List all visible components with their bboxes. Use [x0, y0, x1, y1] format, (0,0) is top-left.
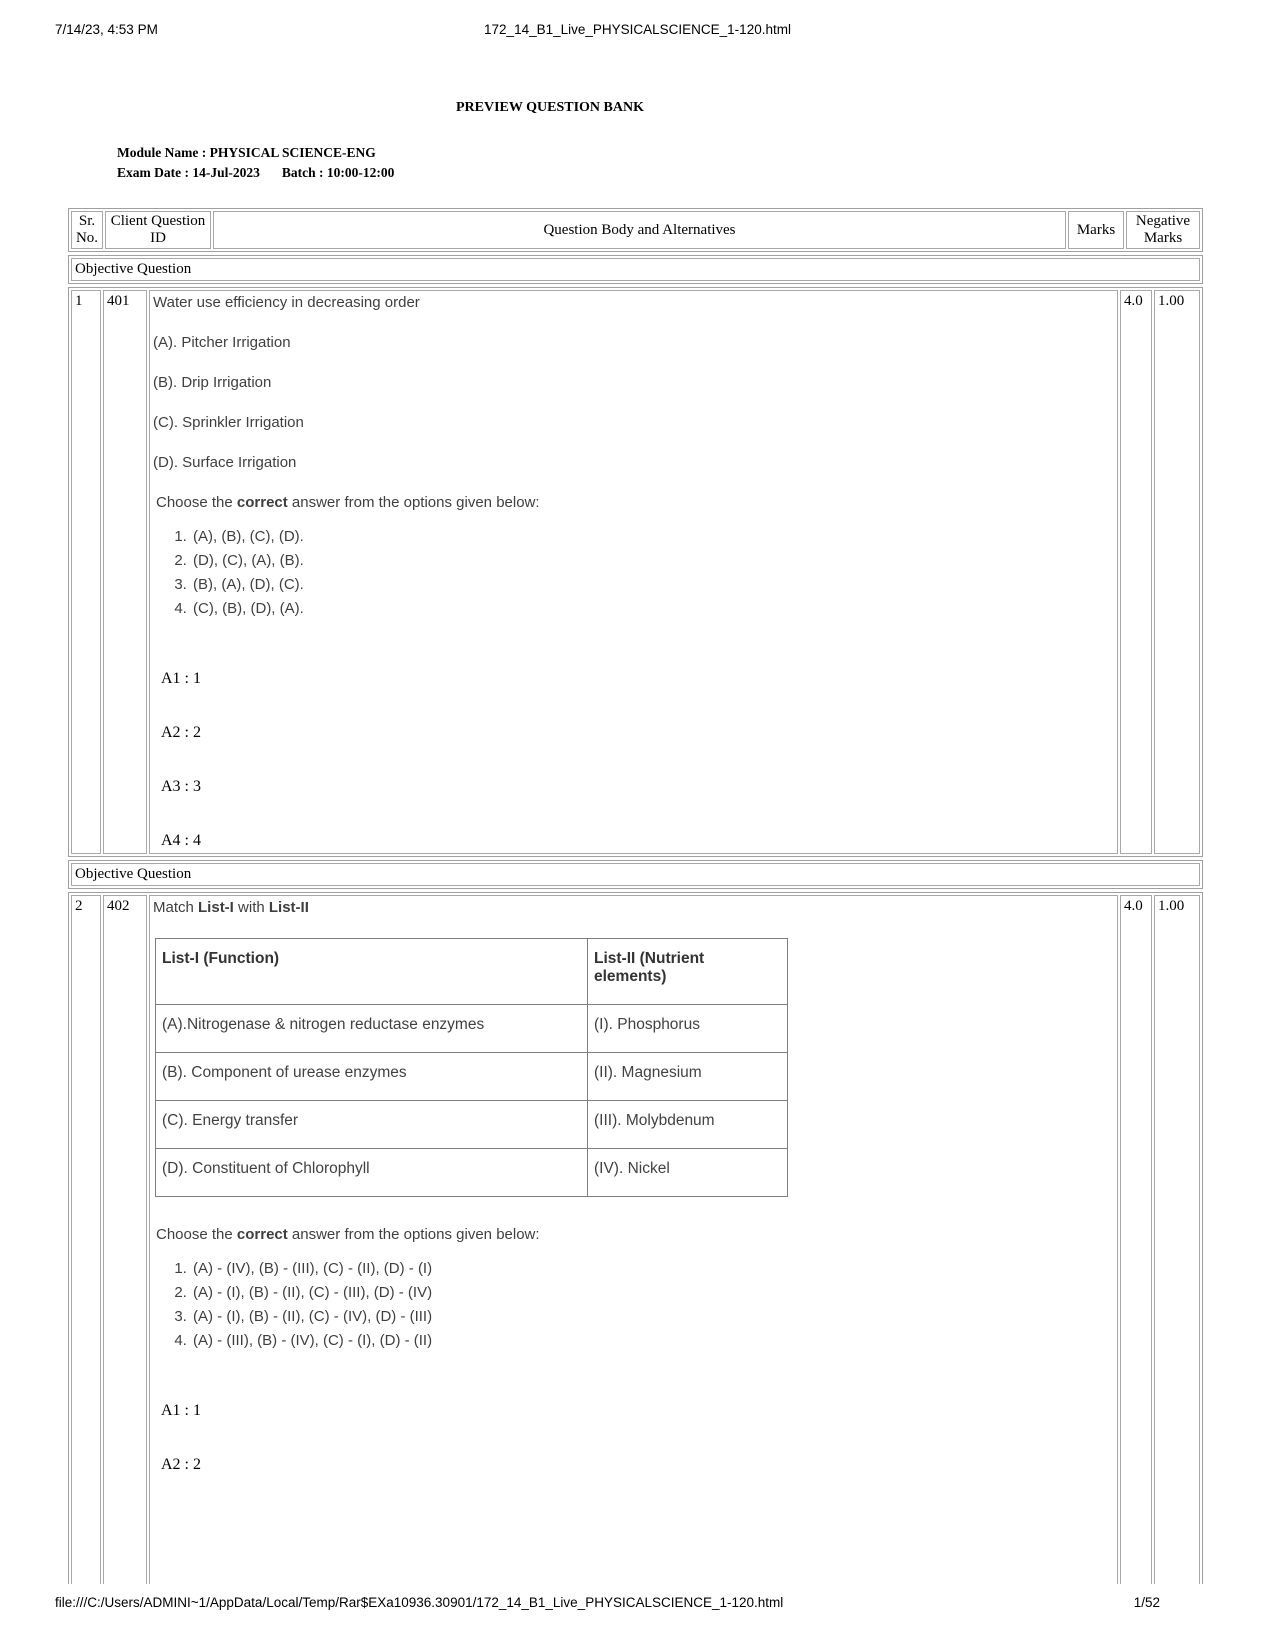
- match-cell: (II). Magnesium: [588, 1053, 788, 1101]
- print-footer: [55, 1595, 1220, 1613]
- option-list: [153, 525, 1114, 621]
- print-page-indicator: 1/52: [1133, 1595, 1160, 1610]
- choose-instruction: [156, 493, 1114, 513]
- match-cell: (B). Component of urease enzymes: [156, 1053, 588, 1101]
- answer-a1: A1 : 1: [161, 1402, 201, 1419]
- table-row: [71, 895, 1200, 1584]
- stem-list1: List-I: [198, 899, 234, 916]
- match-cell: (C). Energy transfer: [156, 1101, 588, 1149]
- print-header: [55, 22, 1220, 40]
- marks-value: 4.0: [1120, 895, 1152, 1584]
- stem-mid: with: [233, 899, 269, 916]
- question-stem: [153, 898, 1114, 918]
- batch-time: Batch : 10:00-12:00: [281, 165, 395, 180]
- col-header-marks: Marks: [1068, 211, 1124, 249]
- choose-instruction: [156, 1225, 1114, 1245]
- module-name-line: Module Name : PHYSICAL SCIENCE-ENG: [117, 145, 376, 160]
- choose-text-bold: correct: [236, 1226, 288, 1243]
- question-body-cell: [149, 895, 1118, 1584]
- section-bar: [68, 860, 1203, 889]
- exam-info-line: [117, 163, 1203, 183]
- section-row: [71, 258, 1200, 281]
- option-2: 2. (D), (C), (A), (B).: [191, 549, 1114, 573]
- option-3: 3. (B), (A), (D), (C).: [191, 573, 1114, 597]
- exam-date: Exam Date : 14-Jul-2023: [117, 165, 260, 180]
- negative-marks-value: 1.00: [1154, 290, 1200, 854]
- option-4: 4. (A) - (III), (B) - (IV), (C) - (I), (D) - (II): [191, 1329, 1114, 1353]
- col-header-client-question-id: Client Question ID: [105, 211, 211, 249]
- match-row-a: [156, 1005, 788, 1053]
- col-header-sr-no: Sr. No.: [71, 211, 103, 249]
- answer-a3: A3 : 3: [161, 778, 201, 795]
- choose-text-pre: Choose the: [156, 1226, 237, 1243]
- sr-no-value: 1: [71, 290, 101, 854]
- answer-a2: A2 : 2: [161, 1456, 201, 1473]
- match-header-row: [156, 939, 788, 1005]
- option-3: 3. (A) - (I), (B) - (II), (C) - (IV), (D) - (III): [191, 1305, 1114, 1329]
- choose-text-bold: correct: [236, 494, 288, 511]
- answer-a4: A4 : 4: [161, 832, 201, 849]
- question-stem: Water use efficiency in decreasing order: [153, 294, 420, 311]
- match-cell: (IV). Nickel: [588, 1149, 788, 1197]
- option-list: [153, 1257, 1114, 1353]
- alternative-b: (B). Drip Irrigation: [153, 374, 272, 391]
- option-4: 4. (C), (B), (D), (A).: [191, 597, 1114, 621]
- match-col1-header: List-I (Function): [156, 939, 588, 1005]
- match-row-d: [156, 1149, 788, 1197]
- section-bar: [68, 255, 1203, 284]
- print-file-url: file:///C:/Users/ADMINI~1/AppData/Local/Temp/Rar$EXa10936.30901/172_14_B1_Live_PHYSICALSCIENCE_1-120.html: [55, 1595, 784, 1610]
- match-cell: (D). Constituent of Chlorophyll: [156, 1149, 588, 1197]
- print-datetime: 7/14/23, 4:53 PM: [55, 22, 158, 37]
- option-2: 2. (A) - (I), (B) - (II), (C) - (III), (D) - (IV): [191, 1281, 1114, 1305]
- stem-list2: List-II: [268, 899, 309, 916]
- section-label: Objective Question: [71, 258, 1200, 281]
- document-content: [68, 90, 1203, 1584]
- negative-marks-value: 1.00: [1154, 895, 1200, 1584]
- match-list-table: [155, 938, 788, 1197]
- alternative-c: (C). Sprinkler Irrigation: [153, 414, 304, 431]
- choose-text-post: answer from the options given below:: [287, 494, 540, 511]
- section-row: [71, 863, 1200, 886]
- section-label: Objective Question: [71, 863, 1200, 886]
- question-row-1: [68, 287, 1203, 857]
- col-header-negative-marks: Negative Marks: [1126, 211, 1200, 249]
- match-cell: (I). Phosphorus: [588, 1005, 788, 1053]
- option-1: 1. (A) - (IV), (B) - (III), (C) - (II), (D) - (I): [191, 1257, 1114, 1281]
- choose-text-post: answer from the options given below:: [287, 1226, 540, 1243]
- question-body-cell: [149, 290, 1118, 854]
- module-info: [117, 143, 1203, 183]
- page-title: PREVIEW QUESTION BANK: [455, 100, 644, 115]
- col-header-question-body: Question Body and Alternatives: [213, 211, 1066, 249]
- question-row-2: [68, 892, 1203, 1584]
- column-header-row: [71, 211, 1200, 249]
- match-cell: (A).Nitrogenase & nitrogen reductase enzymes: [156, 1005, 588, 1053]
- alternative-a: (A). Pitcher Irrigation: [153, 334, 291, 351]
- alternative-d: (D). Surface Irrigation: [153, 454, 297, 471]
- stem-pre: Match: [153, 899, 199, 916]
- match-row-c: [156, 1101, 788, 1149]
- match-cell: (III). Molybdenum: [588, 1101, 788, 1149]
- client-question-id-value: 401: [103, 290, 147, 854]
- answer-a1: A1 : 1: [161, 670, 201, 687]
- question-bank-header-table: [68, 208, 1203, 252]
- option-1: 1. (A), (B), (C), (D).: [191, 525, 1114, 549]
- match-row-b: [156, 1053, 788, 1101]
- answer-a2: A2 : 2: [161, 724, 201, 741]
- print-document-title: 172_14_B1_Live_PHYSICALSCIENCE_1-120.html: [484, 22, 791, 37]
- choose-text-pre: Choose the: [156, 494, 237, 511]
- table-row: [71, 290, 1200, 854]
- sr-no-value: 2: [71, 895, 101, 1584]
- marks-value: 4.0: [1120, 290, 1152, 854]
- match-col2-header: List-II (Nutrient elements): [588, 939, 788, 1005]
- client-question-id-value: 402: [103, 895, 147, 1584]
